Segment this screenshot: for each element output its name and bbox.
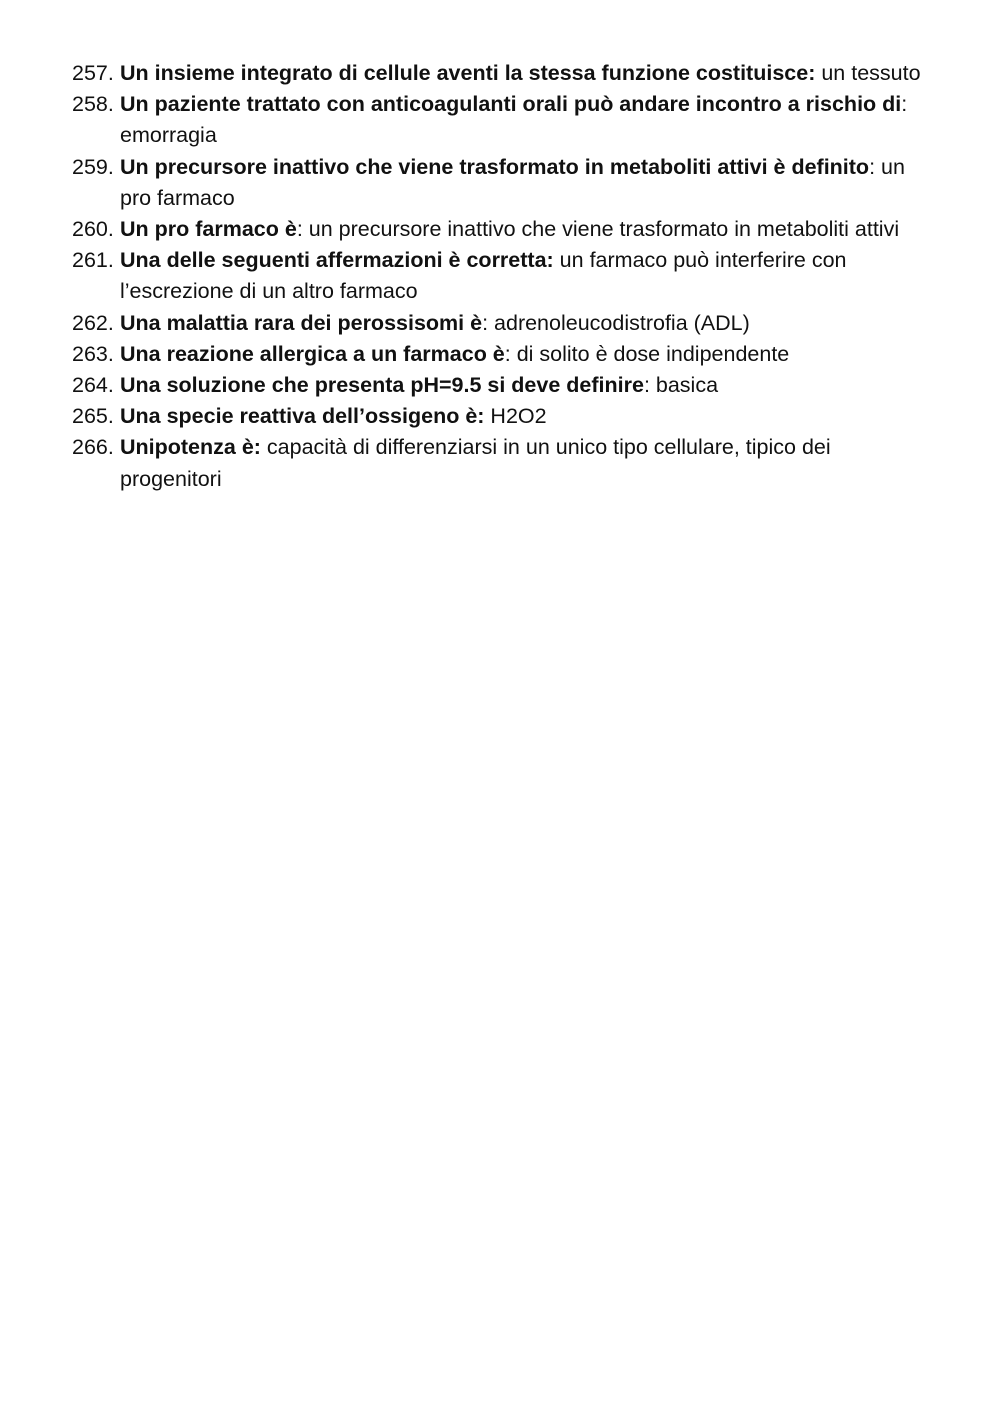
list-item (72, 401, 922, 432)
item-answer: : un precursore inattivo che viene trasformato in metaboliti attivi (296, 217, 900, 242)
qa-list (72, 58, 922, 495)
item-body (103, 152, 922, 214)
item-number: 261. (72, 248, 114, 273)
item-answer: H2O2 (484, 404, 547, 429)
item-body (103, 308, 922, 339)
item-question: Un insieme integrato di cellule aventi la stessa funzione costituisce: (120, 61, 816, 85)
list-item (72, 308, 922, 339)
item-body (103, 214, 922, 245)
item-question: Una soluzione che presenta pH=9.5 si deve definire (120, 373, 644, 398)
item-number: 258. (72, 92, 114, 117)
item-answer: : adrenoleucodistrofia (ADL) (482, 310, 750, 335)
item-body (103, 58, 922, 89)
item-question: Un precursore inattivo che viene trasformato in metaboliti attivi è definito (120, 154, 870, 179)
item-number: 264. (72, 373, 114, 398)
item-body (103, 89, 922, 151)
list-item (72, 214, 922, 245)
list-item (72, 339, 922, 370)
item-question: Una delle seguenti affermazioni è corretta: (120, 248, 554, 273)
item-body (103, 245, 922, 307)
item-number: 263. (72, 341, 114, 366)
item-answer: : un pro farmaco (120, 154, 905, 210)
list-item (72, 432, 922, 494)
item-question: Un paziente trattato con anticoagulanti orali può andare incontro a rischio di (120, 92, 902, 117)
item-number: 257. (72, 61, 114, 85)
item-answer: : basica (643, 373, 719, 398)
item-body (103, 401, 922, 432)
list-item (72, 370, 922, 401)
list-item (72, 89, 922, 151)
list-item (72, 58, 922, 89)
item-number: 262. (72, 310, 114, 335)
item-question: Un pro farmaco è (120, 217, 297, 242)
item-answer: : di solito è dose indipendente (504, 341, 790, 366)
list-item (72, 152, 922, 214)
item-question: Una reazione allergica a un farmaco è (120, 341, 505, 366)
item-answer: capacità di differenziarsi in un unico tipo cellulare, tipico dei progenitori (120, 435, 831, 491)
item-body (103, 432, 922, 494)
item-question: Unipotenza è: (120, 435, 261, 460)
item-body (103, 339, 922, 370)
item-number: 266. (72, 435, 114, 460)
list-item (72, 245, 922, 307)
item-answer: : emorragia (120, 92, 908, 148)
item-number: 260. (72, 217, 114, 242)
item-number: 265. (72, 404, 114, 429)
item-answer: un tessuto (815, 61, 921, 85)
item-number: 259. (72, 154, 114, 179)
item-question: Una malattia rara dei perossisomi è (120, 310, 483, 335)
item-answer: un farmaco può interferire con l’escrezione di un altro farmaco (120, 248, 847, 304)
item-body (103, 370, 922, 401)
item-question: Una specie reattiva dell’ossigeno è: (120, 404, 485, 429)
